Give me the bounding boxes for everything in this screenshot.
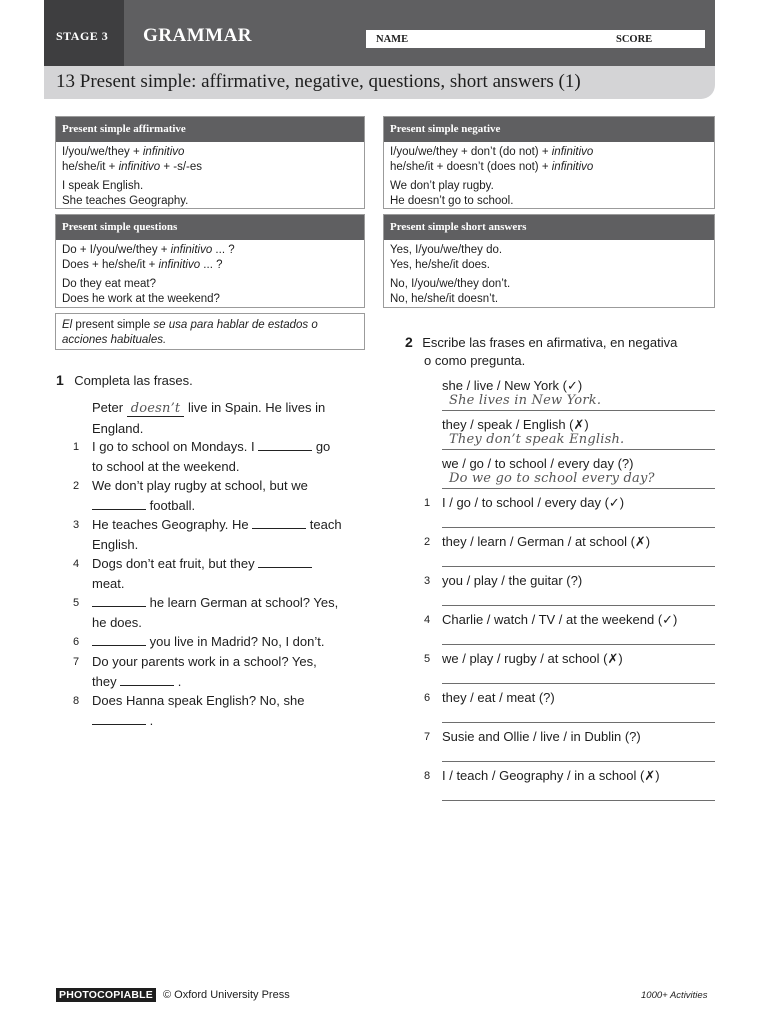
rule-text: ... ?	[200, 259, 223, 271]
note-text: El	[62, 319, 73, 331]
box-short-answers	[383, 214, 715, 308]
stage-label: STAGE 3	[56, 29, 109, 43]
item-text: We don’t play rugby at school, but we	[92, 478, 308, 493]
publisher-credit: © Oxford University Press	[163, 989, 290, 1001]
item-text: .	[146, 712, 154, 728]
series-label: 1000+ Activities	[641, 990, 708, 1001]
rule-text: he/she/it + doesn’t (does not) +	[390, 161, 552, 173]
box-heading: Present simple negative	[384, 117, 714, 142]
item-number: 2	[424, 536, 431, 548]
note-term: present simple	[72, 319, 154, 331]
rule-line	[390, 160, 708, 175]
item-number: 8	[424, 770, 431, 782]
box-questions	[55, 214, 365, 308]
item-number: 3	[73, 519, 80, 531]
item-prompt: we / play / rugby / at school (✗)	[442, 651, 623, 666]
exercise-1-item	[92, 652, 317, 691]
item-number: 2	[73, 480, 80, 492]
rule-text: I/you/we/they + don’t (do not) +	[390, 146, 552, 158]
exercise-instruction: Escribe las frases en afirmativa, en negativa	[422, 335, 678, 350]
item-prompt: I / teach / Geography / in a school (✗)	[442, 768, 660, 783]
exercise-1-item	[92, 554, 312, 593]
box-affirmative	[55, 116, 365, 209]
exercise-1-heading	[56, 372, 193, 390]
section-label: GRAMMAR	[143, 25, 253, 46]
rule-line	[390, 145, 708, 160]
answer-line[interactable]	[442, 721, 715, 723]
answer-line	[442, 448, 715, 450]
item-text: meat.	[92, 575, 125, 591]
example-answer: Do we go to school every day?	[449, 471, 655, 486]
item-number: 6	[73, 636, 80, 648]
answer-line: No, he/she/it doesn’t.	[390, 293, 499, 305]
exercise-1-item	[92, 593, 338, 632]
item-number: 8	[73, 695, 80, 707]
name-label: NAME	[376, 34, 409, 45]
item-number: 3	[424, 575, 431, 587]
item-text: to school at the weekend.	[92, 458, 240, 474]
box-body	[384, 142, 714, 209]
item-text: Do your parents work in a school? Yes,	[92, 654, 317, 669]
answer-blank[interactable]	[120, 684, 174, 686]
note-text: se usa para hablar de estados o acciones habituales.	[62, 319, 318, 346]
example-line: She teaches Geography.	[62, 195, 189, 207]
box-heading: Present simple short answers	[384, 215, 714, 240]
rule-term: infinitivo	[551, 161, 594, 173]
exercise-1-item	[92, 476, 308, 515]
rule-text: Does + he/she/it +	[62, 259, 159, 271]
answer-line[interactable]	[442, 565, 715, 567]
item-prompt: they / learn / German / at school (✗)	[442, 534, 651, 549]
item-prompt: they / eat / meat (?)	[442, 690, 555, 705]
item-text: football.	[146, 497, 196, 513]
answer-blank[interactable]	[252, 527, 306, 529]
example-line: He doesn’t go to school.	[390, 195, 514, 207]
example-prompt: she / live / New York (✓)	[442, 378, 583, 393]
exercise-1-example	[92, 398, 325, 438]
rule-text: Do + I/you/we/they +	[62, 244, 171, 256]
usage-note	[55, 313, 365, 350]
usage-note-text	[56, 314, 364, 352]
item-number: 5	[73, 597, 80, 609]
item-text: he does.	[92, 614, 142, 630]
answer-line[interactable]	[442, 643, 715, 645]
exercise-1-item	[92, 632, 324, 652]
rule-line	[62, 160, 358, 175]
rule-text: I/you/we/they +	[62, 146, 143, 158]
answer-blank[interactable]	[258, 566, 312, 568]
box-body	[384, 240, 714, 307]
item-prompt: Susie and Ollie / live / in Dublin (?)	[442, 729, 641, 744]
item-text: he learn German at school? Yes,	[146, 595, 339, 610]
answer-line: Yes, he/she/it does.	[390, 259, 490, 271]
rule-term: infinitivo	[118, 161, 161, 173]
rule-term: infinitivo	[158, 259, 201, 271]
example-answer: They don’t speak English.	[449, 432, 625, 447]
answer-line	[442, 409, 715, 411]
item-number: 5	[424, 653, 431, 665]
rule-line	[62, 243, 358, 258]
example-text: live in Spain. He lives in	[184, 400, 326, 415]
example-text: England.	[92, 420, 144, 436]
item-text: He teaches Geography. He	[92, 517, 253, 532]
answer-line: No, I/you/we/they don’t.	[390, 278, 511, 290]
photocopiable-badge: PHOTOCOPIABLE	[56, 988, 156, 1002]
rule-text: he/she/it +	[62, 161, 119, 173]
example-prompt: they / speak / English (✗)	[442, 417, 589, 432]
item-number: 4	[424, 614, 431, 626]
item-text: Does Hanna speak English? No, she	[92, 693, 305, 708]
exercise-instruction: o como pregunta.	[424, 353, 526, 368]
box-heading: Present simple questions	[56, 215, 364, 240]
item-text: .	[174, 673, 182, 689]
answer-line[interactable]	[442, 604, 715, 606]
item-prompt: I / go / to school / every day (✓)	[442, 495, 625, 510]
example-line: I speak English.	[62, 180, 144, 192]
rule-text: + -s/-es	[160, 161, 203, 173]
exercise-1-item	[92, 691, 304, 730]
item-text: teach	[306, 517, 342, 532]
example-line: Do they eat meat?	[62, 278, 156, 290]
score-label: SCORE	[616, 34, 653, 45]
rule-text: ... ?	[212, 244, 235, 256]
item-text: English.	[92, 536, 139, 552]
item-prompt: you / play / the guitar (?)	[442, 573, 583, 588]
example-prompt: we / go / to school / every day (?)	[442, 456, 634, 471]
item-number: 7	[73, 656, 80, 668]
answer-line: Yes, I/you/we/they do.	[390, 244, 503, 256]
exercise-1-item	[92, 437, 330, 476]
answer-blank[interactable]	[92, 723, 146, 725]
item-number: 6	[424, 692, 431, 704]
item-text: they	[92, 673, 121, 689]
page-title: 13 Present simple: affirmative, negative, questions, short answers (1)	[56, 71, 581, 92]
answer-blank[interactable]	[258, 449, 312, 451]
example-line: We don’t play rugby.	[390, 180, 494, 192]
item-text: Dogs don’t eat fruit, but they	[92, 556, 259, 571]
item-number: 7	[424, 731, 431, 743]
example-answer: doesn’t	[127, 401, 185, 417]
item-text: I go to school on Mondays. I	[92, 439, 259, 454]
answer-line[interactable]	[442, 682, 715, 684]
exercise-number: 2	[405, 334, 413, 350]
answer-blank[interactable]	[92, 508, 146, 510]
item-number: 4	[73, 558, 80, 570]
exercise-1-item	[92, 515, 342, 554]
exercise-instruction: Completa las frases.	[74, 373, 193, 388]
rule-term: infinitivo	[142, 146, 185, 158]
exercise-2-heading	[405, 334, 715, 370]
answer-line[interactable]	[442, 526, 715, 528]
example-line: Does he work at the weekend?	[62, 293, 220, 305]
box-negative	[383, 116, 715, 209]
item-text: go	[312, 439, 331, 454]
box-heading: Present simple affirmative	[56, 117, 364, 142]
item-prompt: Charlie / watch / TV / at the weekend (✓)	[442, 612, 678, 627]
answer-blank[interactable]	[92, 605, 146, 607]
answer-line[interactable]	[442, 799, 715, 801]
box-body	[56, 142, 364, 209]
name-score-box[interactable]	[366, 30, 705, 48]
item-number: 1	[424, 497, 431, 509]
example-text: Peter	[92, 400, 127, 415]
answer-blank[interactable]	[92, 644, 146, 646]
rule-term: infinitivo	[551, 146, 594, 158]
rule-line	[62, 258, 358, 273]
item-text: you live in Madrid? No, I don’t.	[146, 634, 325, 649]
rule-term: infinitivo	[170, 244, 213, 256]
box-body	[56, 240, 364, 307]
answer-line	[442, 487, 715, 489]
exercise-number: 1	[56, 372, 64, 388]
answer-line[interactable]	[442, 760, 715, 762]
example-answer: She lives in New York.	[449, 393, 602, 408]
rule-line	[62, 145, 358, 160]
item-number: 1	[73, 441, 80, 453]
